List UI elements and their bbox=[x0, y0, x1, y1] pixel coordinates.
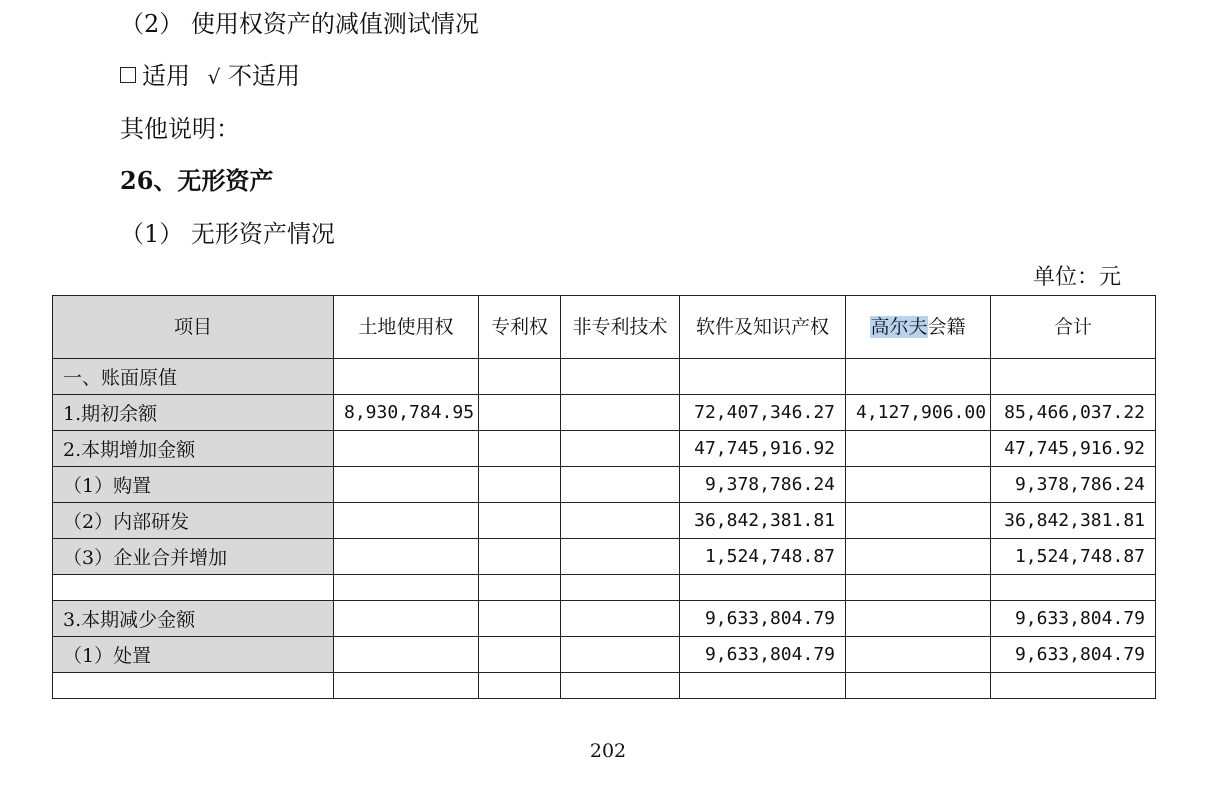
table-row bbox=[53, 359, 1156, 395]
cell-software bbox=[680, 673, 846, 699]
cell-software: 47,745,916.92 bbox=[680, 431, 846, 467]
header-golf-rest: 会籍 bbox=[927, 316, 966, 338]
cell-patent bbox=[479, 359, 561, 395]
cell-total: 9,633,804.79 bbox=[991, 637, 1156, 673]
row-label bbox=[53, 673, 334, 699]
cell-land bbox=[334, 503, 479, 539]
cell-golf bbox=[846, 503, 991, 539]
cell-land bbox=[334, 673, 479, 699]
cell-golf bbox=[846, 637, 991, 673]
cell-golf bbox=[846, 359, 991, 395]
row-label bbox=[53, 575, 334, 601]
cell-total bbox=[991, 575, 1156, 601]
other-notes-label: 其他说明： bbox=[120, 115, 240, 143]
cell-total: 1,524,748.87 bbox=[991, 539, 1156, 575]
cell-golf bbox=[846, 467, 991, 503]
table-row bbox=[53, 539, 1156, 575]
cell-golf bbox=[846, 601, 991, 637]
unit-label: 单位：元 bbox=[1032, 265, 1121, 290]
cell-software: 9,378,786.24 bbox=[680, 467, 846, 503]
cell-software: 9,633,804.79 bbox=[680, 601, 846, 637]
cell-golf bbox=[846, 575, 991, 601]
checkmark-icon: √ bbox=[207, 65, 221, 89]
intangible-assets-table bbox=[52, 295, 1156, 699]
cell-land bbox=[334, 539, 479, 575]
cell-land bbox=[334, 431, 479, 467]
cell-land bbox=[334, 359, 479, 395]
cell-software: 36,842,381.81 bbox=[680, 503, 846, 539]
header-patent: 专利权 bbox=[479, 296, 561, 359]
table-row bbox=[53, 575, 1156, 601]
row-label: 1.期初余额 bbox=[53, 395, 334, 431]
cell-nonpatent bbox=[561, 359, 680, 395]
applicable-label: 适用 bbox=[142, 62, 190, 90]
cell-total: 47,745,916.92 bbox=[991, 431, 1156, 467]
cell-nonpatent bbox=[561, 539, 680, 575]
cell-golf: 4,127,906.00 bbox=[846, 395, 991, 431]
cell-nonpatent bbox=[561, 637, 680, 673]
cell-patent bbox=[479, 575, 561, 601]
page-number: 202 bbox=[589, 740, 627, 762]
cell-golf bbox=[846, 673, 991, 699]
header-total: 合计 bbox=[991, 296, 1156, 359]
row-label: 3.本期减少金额 bbox=[53, 601, 334, 637]
cell-patent bbox=[479, 431, 561, 467]
cell-nonpatent bbox=[561, 601, 680, 637]
not-applicable-label: 不适用 bbox=[228, 62, 301, 90]
cell-software bbox=[680, 575, 846, 601]
cell-software: 9,633,804.79 bbox=[680, 637, 846, 673]
highlighted-text: 高尔夫 bbox=[870, 316, 928, 338]
row-label: 2.本期增加金额 bbox=[53, 431, 334, 467]
table-row bbox=[53, 601, 1156, 637]
row-label: （2）内部研发 bbox=[53, 503, 334, 539]
cell-total: 9,378,786.24 bbox=[991, 467, 1156, 503]
cell-land bbox=[334, 575, 479, 601]
section-heading-intangible-assets: 26、无形资产 bbox=[120, 166, 274, 195]
cell-total: 9,633,804.79 bbox=[991, 601, 1156, 637]
cell-patent bbox=[479, 673, 561, 699]
cell-total bbox=[991, 359, 1156, 395]
table-row bbox=[53, 637, 1156, 673]
checkbox-icon bbox=[120, 67, 136, 83]
cell-patent bbox=[479, 637, 561, 673]
cell-nonpatent bbox=[561, 467, 680, 503]
cell-software: 1,524,748.87 bbox=[680, 539, 846, 575]
cell-total: 85,466,037.22 bbox=[991, 395, 1156, 431]
header-item: 项目 bbox=[53, 296, 334, 359]
cell-golf bbox=[846, 539, 991, 575]
cell-land bbox=[334, 467, 479, 503]
table-row bbox=[53, 467, 1156, 503]
table-header-row bbox=[53, 296, 1156, 359]
cell-land: 8,930,784.95 bbox=[334, 395, 479, 431]
cell-patent bbox=[479, 395, 561, 431]
header-golf-membership bbox=[846, 296, 991, 359]
subsection-title-intangible-overview: （1） 无形资产情况 bbox=[120, 220, 335, 248]
table-row bbox=[53, 431, 1156, 467]
cell-land bbox=[334, 637, 479, 673]
row-label: （1）购置 bbox=[53, 467, 334, 503]
row-label: （3）企业合并增加 bbox=[53, 539, 334, 575]
row-label: （1）处置 bbox=[53, 637, 334, 673]
cell-nonpatent bbox=[561, 673, 680, 699]
row-label: 一、账面原值 bbox=[53, 359, 334, 395]
header-non-patent-tech: 非专利技术 bbox=[561, 296, 680, 359]
cell-software: 72,407,346.27 bbox=[680, 395, 846, 431]
header-software-ip: 软件及知识产权 bbox=[680, 296, 846, 359]
cell-nonpatent bbox=[561, 431, 680, 467]
cell-patent bbox=[479, 503, 561, 539]
cell-patent bbox=[479, 467, 561, 503]
cell-patent bbox=[479, 539, 561, 575]
applicability-line bbox=[120, 60, 300, 93]
cell-patent bbox=[479, 601, 561, 637]
table-row bbox=[53, 673, 1156, 699]
table-row bbox=[53, 395, 1156, 431]
cell-nonpatent bbox=[561, 395, 680, 431]
section-subtitle-impairment: （2） 使用权资产的减值测试情况 bbox=[120, 10, 479, 38]
cell-total bbox=[991, 673, 1156, 699]
cell-software bbox=[680, 359, 846, 395]
table-row bbox=[53, 503, 1156, 539]
cell-total: 36,842,381.81 bbox=[991, 503, 1156, 539]
cell-nonpatent bbox=[561, 575, 680, 601]
cell-land bbox=[334, 601, 479, 637]
header-land-use-rights: 土地使用权 bbox=[334, 296, 479, 359]
cell-golf bbox=[846, 431, 991, 467]
cell-nonpatent bbox=[561, 503, 680, 539]
